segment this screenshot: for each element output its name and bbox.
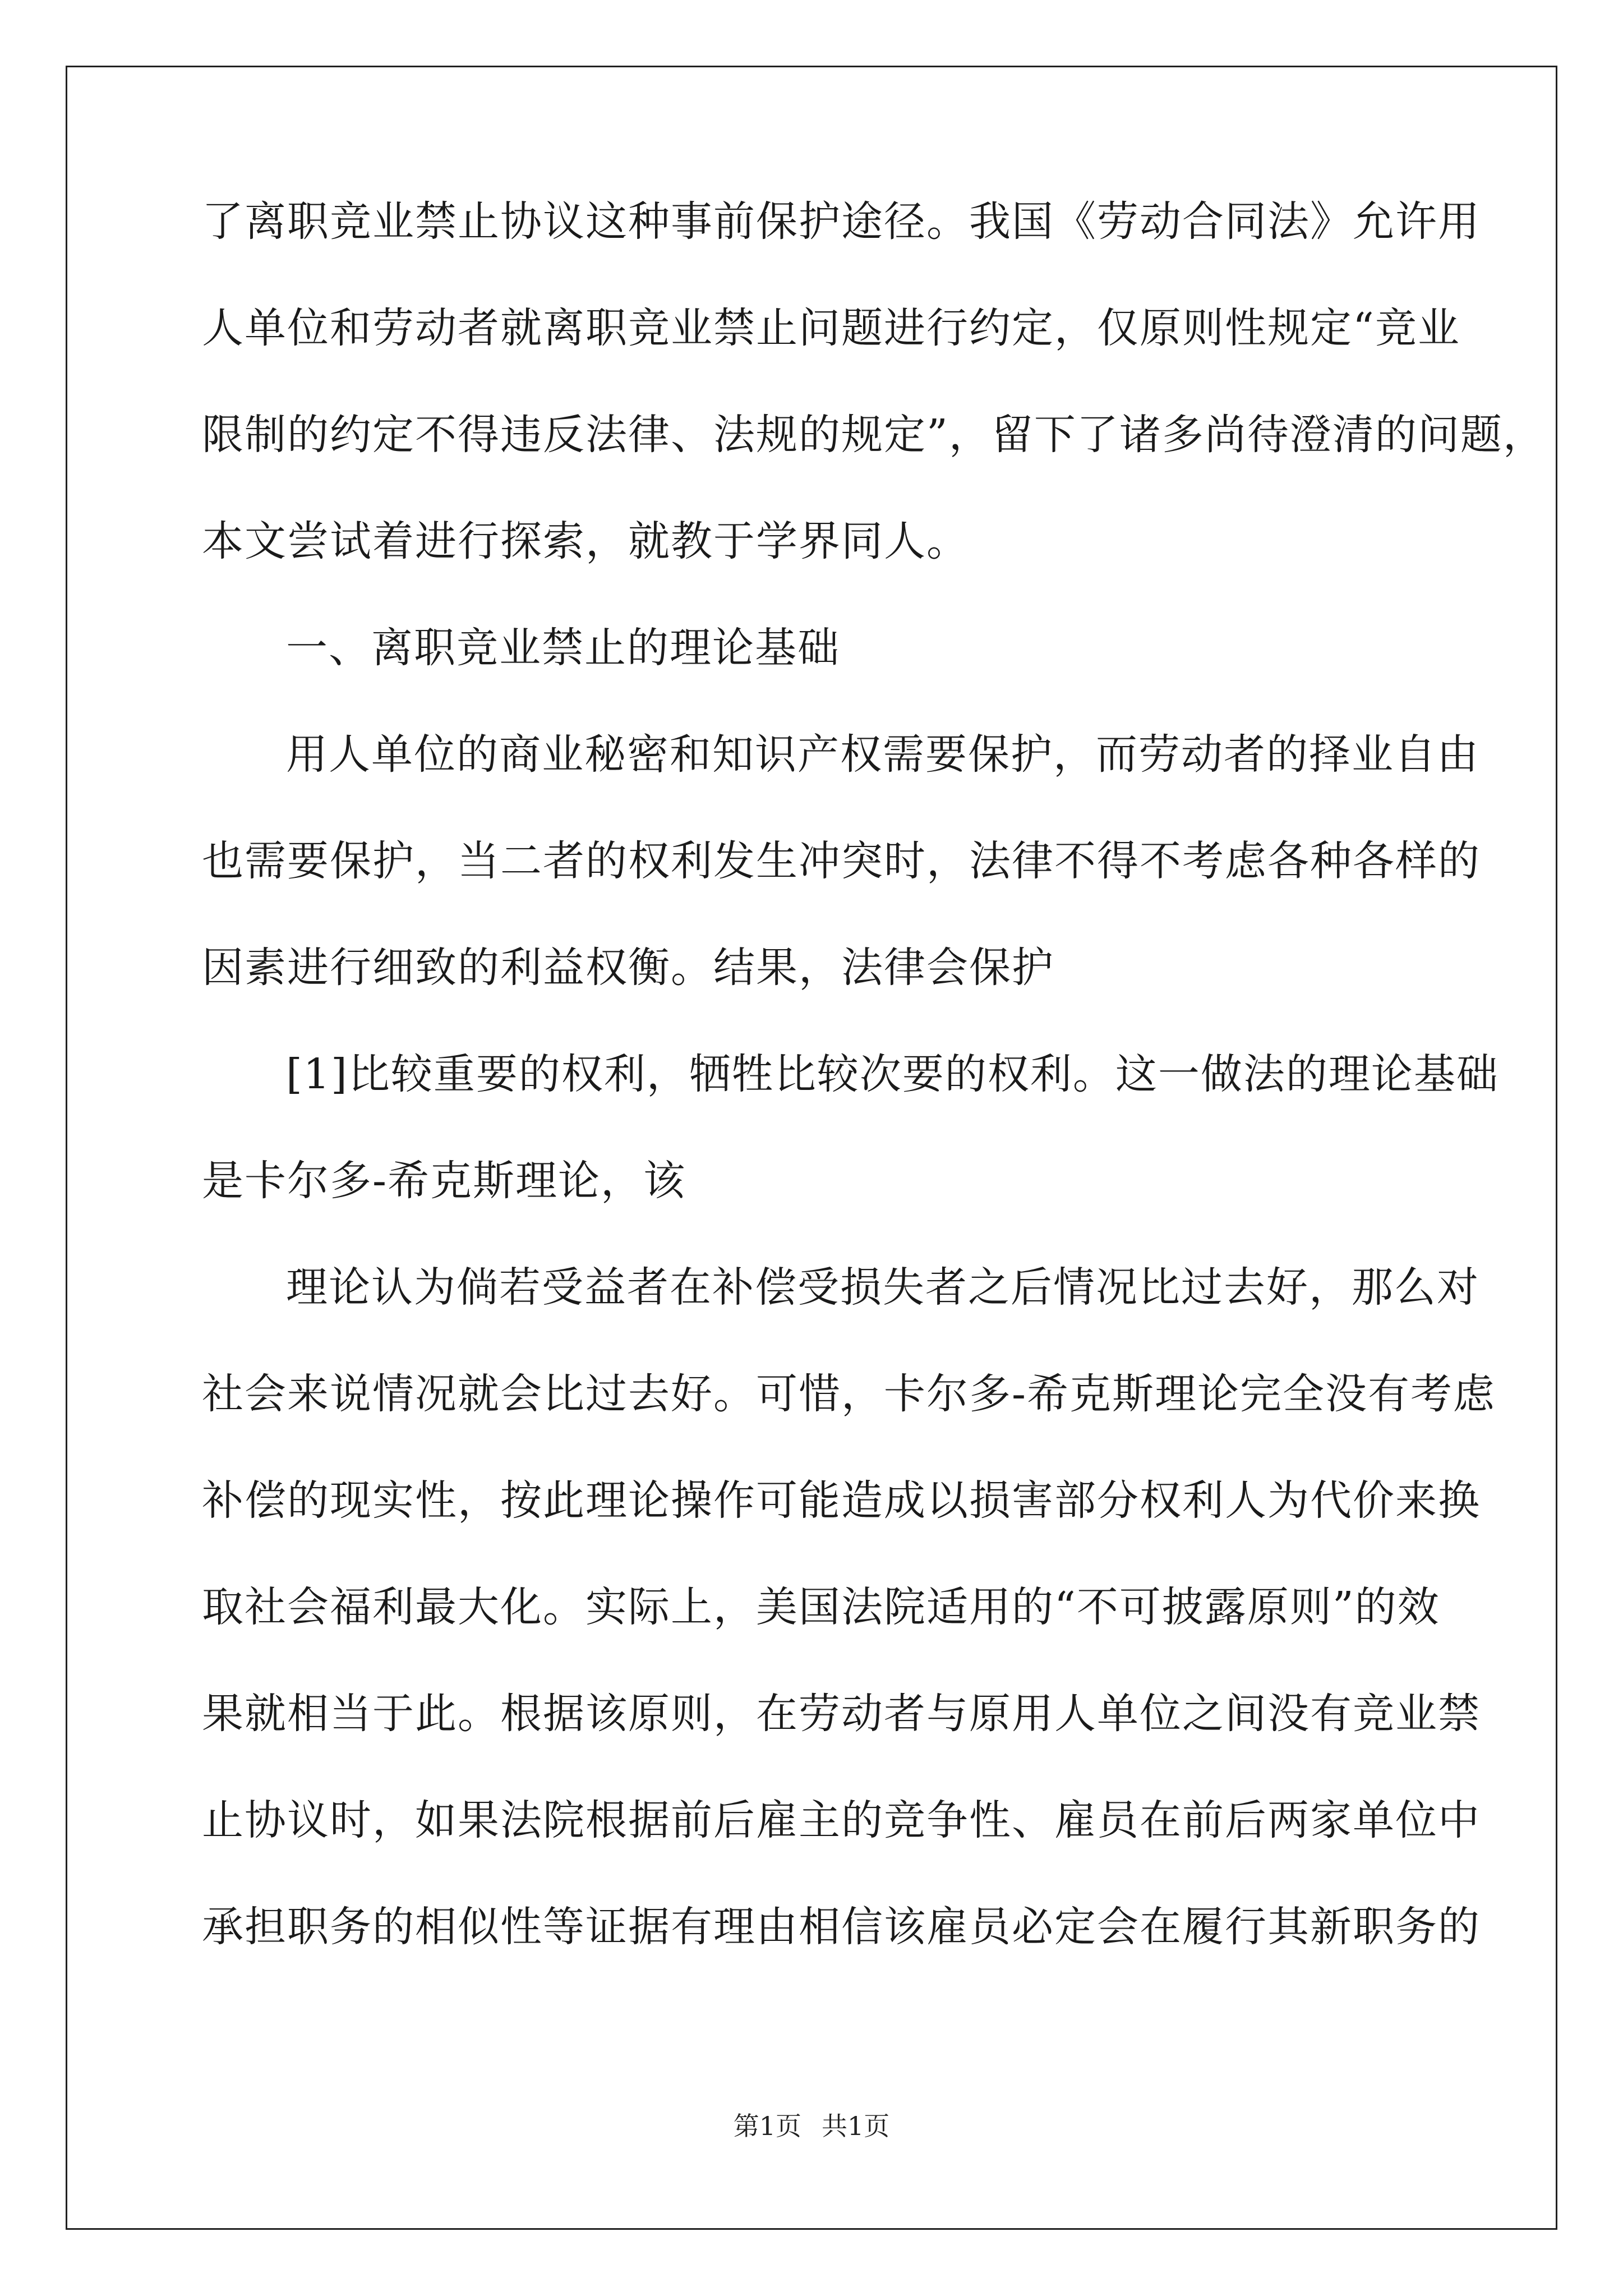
text-line: 是卡尔多-希克斯理论，该 (202, 1157, 686, 1205)
text-line: 果就相当于此。根据该原则，在劳动者与原用人单位之间没有竞业禁 (202, 1690, 1481, 1738)
text-line: 也需要保护，当二者的权利发生冲突时，法律不得不考虑各种各样的 (202, 837, 1481, 885)
page-footer (0, 2109, 1623, 2143)
text-line: 人单位和劳动者就离职竞业禁止问题进行约定，仅原则性规定“竞业 (202, 304, 1460, 352)
text-line: 止协议时，如果法院根据前后雇主的竞争性、雇员在前后两家单位中 (202, 1796, 1481, 1844)
page-number: 第1页 (733, 2111, 801, 2141)
text-line: 了离职竞业禁止协议这种事前保护途径。我国《劳动合同法》允许用 (202, 197, 1481, 246)
text-line: 取社会福利最大化。实际上，美国法院适用的“不可披露原则”的效 (202, 1583, 1440, 1631)
text-line: 社会来说情况就会比过去好。可惜，卡尔多-希克斯理论完全没有考虑 (202, 1370, 1496, 1418)
text-line: [1]比较重要的权利，牺牲比较次要的权利。这一做法的理论基础 (286, 1050, 1499, 1098)
page-total: 共1页 (822, 2111, 890, 2141)
text-line: 本文尝试着进行探索，就教于学界同人。 (202, 517, 969, 565)
text-line: 补偿的现实性，按此理论操作可能造成以损害部分权利人为代价来换 (202, 1476, 1481, 1525)
text-line: 承担职务的相似性等证据有理由相信该雇员必定会在履行其新职务的 (202, 1903, 1481, 1951)
text-line: 用人单位的商业秘密和知识产权需要保护，而劳动者的择业自由 (286, 730, 1479, 779)
text-line: 因素进行细致的利益权衡。结果，法律会保护 (202, 944, 1054, 992)
section-heading: 一、离职竞业禁止的理论基础 (286, 624, 840, 672)
text-line: 限制的约定不得违反法律、法规的规定”，留下了诸多尚待澄清的问题， (202, 411, 1546, 459)
text-line: 理论认为倘若受益者在补偿受损失者之后情况比过去好，那么对 (286, 1263, 1479, 1312)
